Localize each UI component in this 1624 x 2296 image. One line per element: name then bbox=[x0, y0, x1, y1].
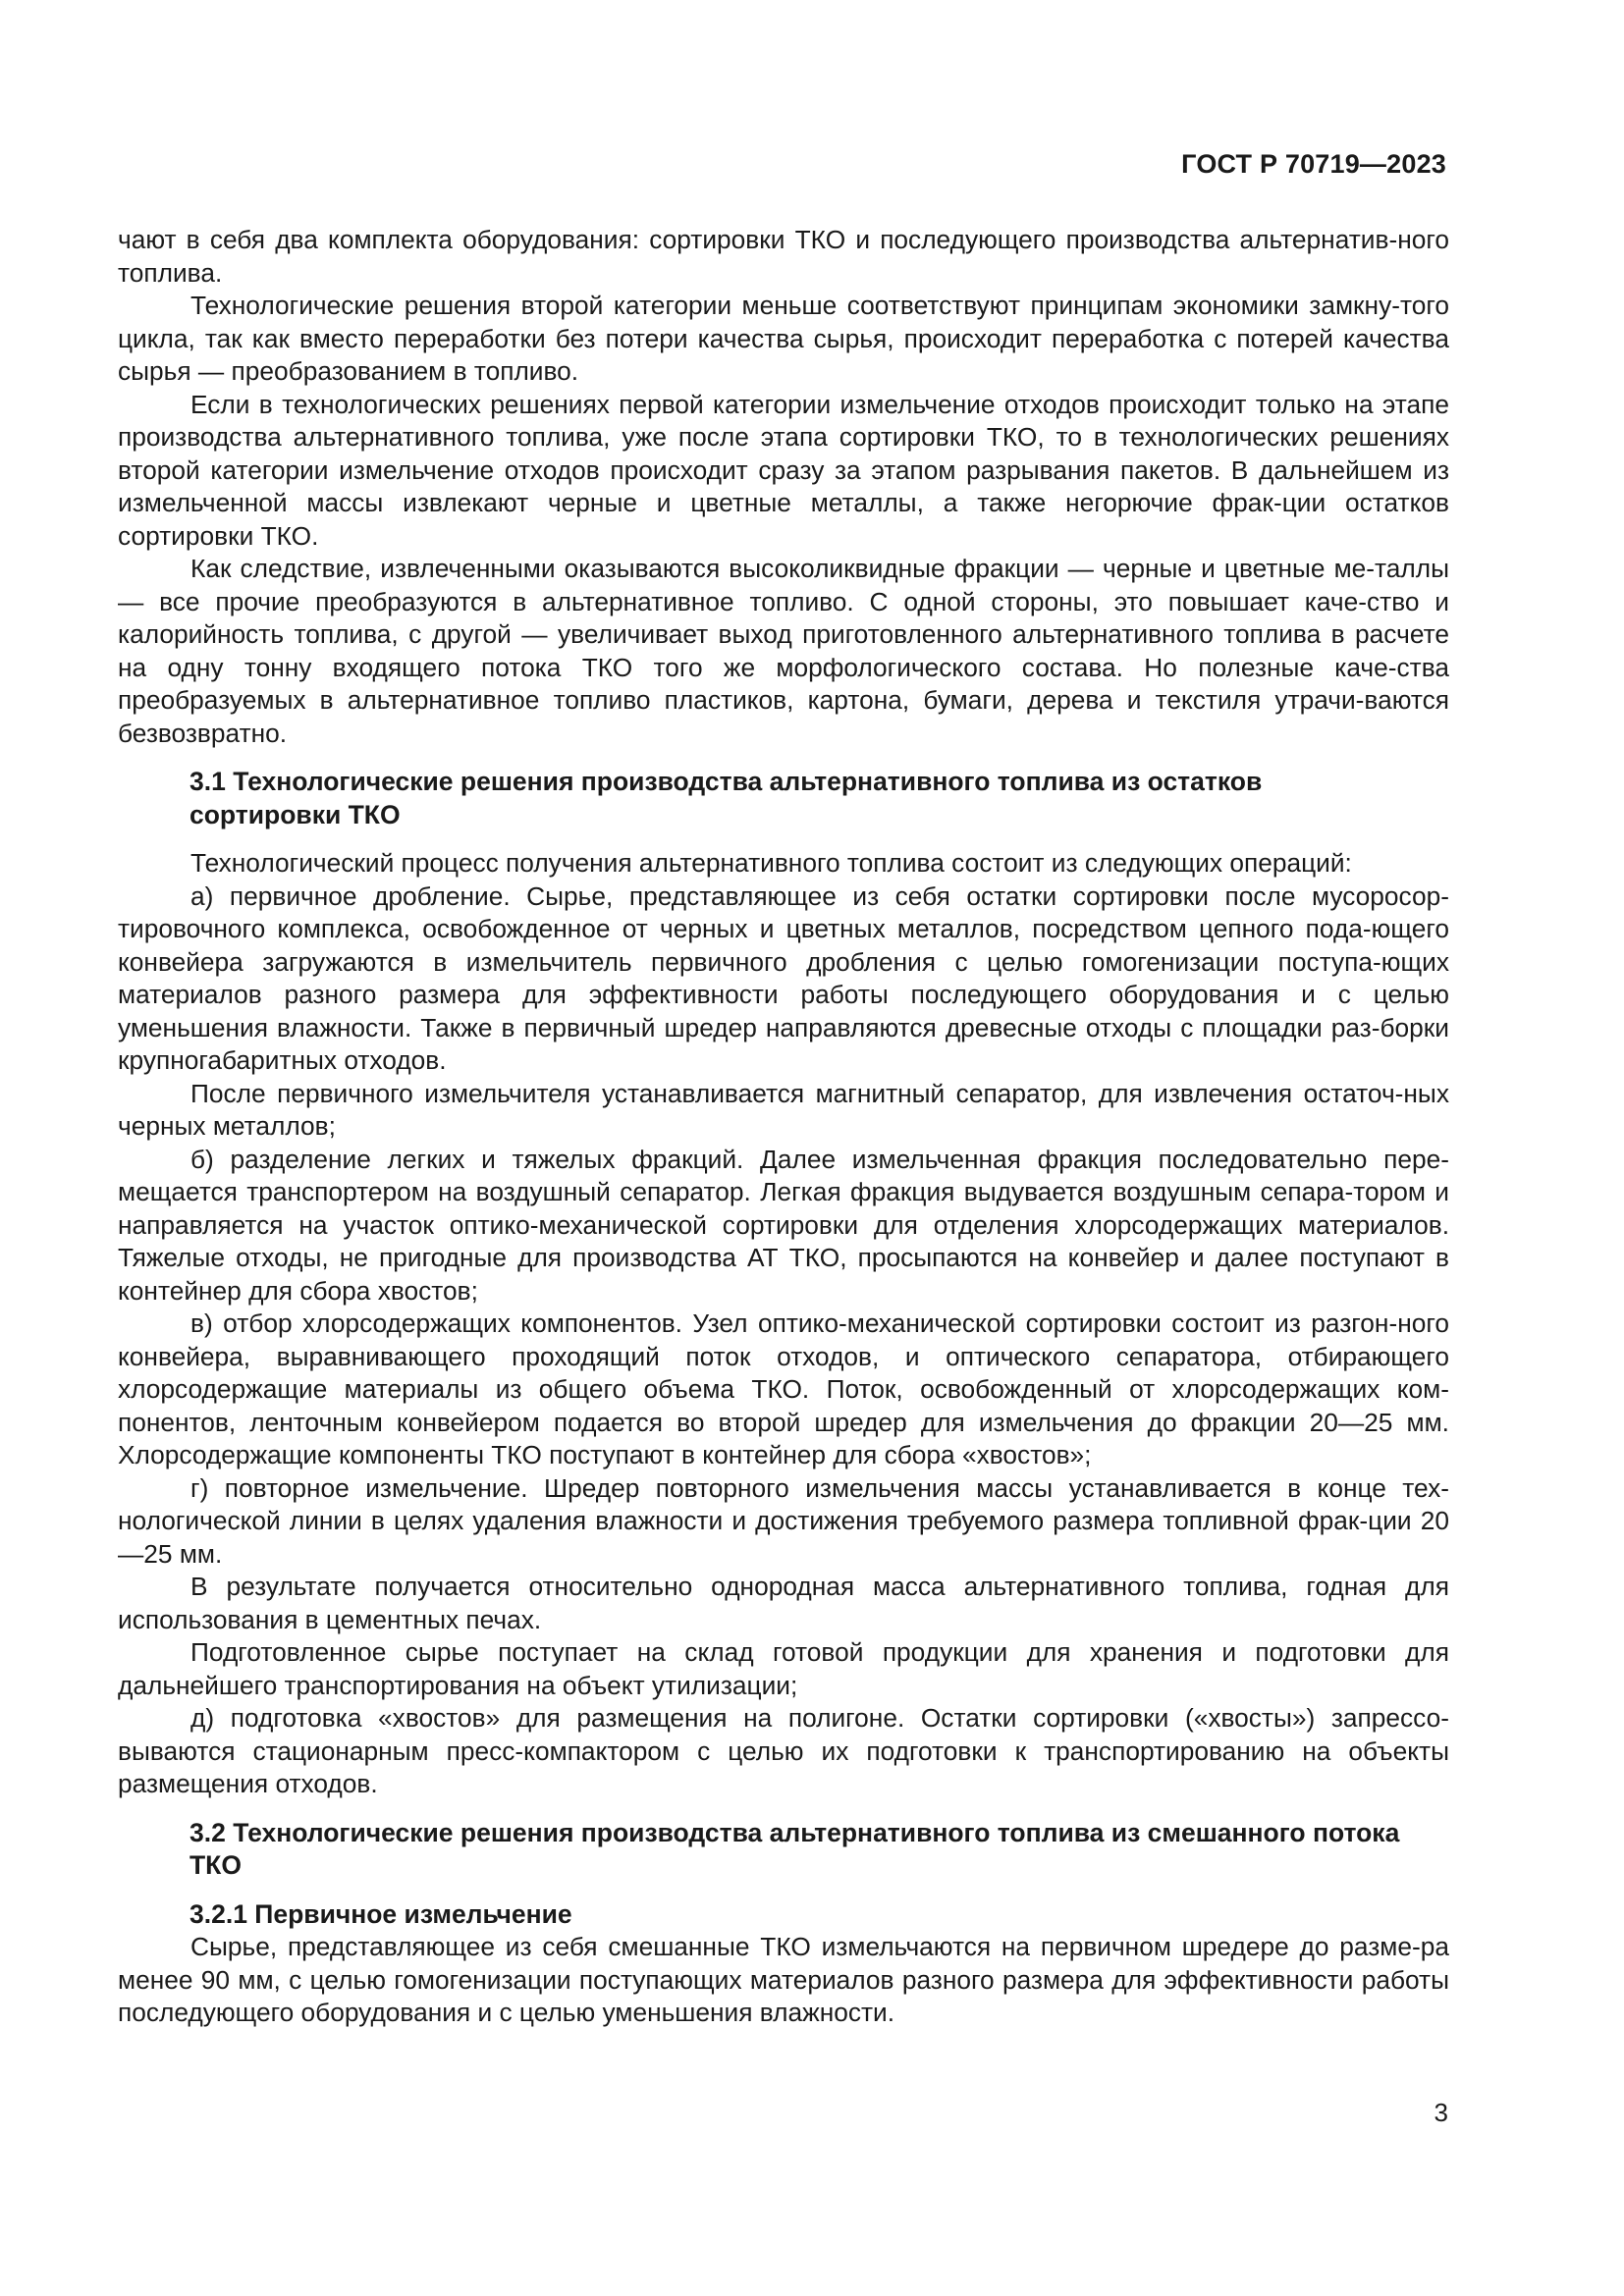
paragraph: После первичного измельчителя устанавливается магнитный сепаратор, для извлечения остаточ-ных черных металлов; bbox=[118, 1078, 1449, 1141]
paragraph: В результате получается относительно однородная масса альтернативного топлива, годная для использования в цементных печах. bbox=[118, 1572, 1449, 1634]
list-item-b: б) разделение легких и тяжелых фракций. Далее измельченная фракция последовательно пере-мещается транспортером на воздушный сепаратор. Легкая фракция выдувается воздушным сепара-тором и направляется на участок оптико-механической сортировки для отделения хлорсодержащих материалов. Тяжелые отходы, не пригодные для производства АТ ТКО, просыпаются на конвейер и далее поступают в контейнер для сбора хвостов; bbox=[118, 1144, 1449, 1306]
list-item-a: а) первичное дробление. Сырье, представляющее из себя остатки сортировки после мусоросор-тировочного комплекса, освобожденное от черных и цветных металлов, посредством цепного пода-ющего конвейера загружаются в измельчитель первичного дробления с целью гомогенизации поступа-ющих материалов разного размера для эффективности работы последующего оборудования и с целью уменьшения влажности. Также в первичный шредер направляются древесные отходы с площадки раз-борки крупногабаритных отходов. bbox=[118, 881, 1449, 1075]
paragraph: Технологические решения второй категории меньше соответствуют принципам экономики замкну-того цикла, так как вместо переработки без потери качества сырья, происходит переработка с потерей качества сырья — преобразованием в топливо. bbox=[118, 291, 1449, 386]
page-number: 3 bbox=[1434, 2098, 1448, 2127]
paragraph: чают в себя два комплекта оборудования: сортировки ТКО и последующего производства альтернатив-ного топлива. bbox=[118, 225, 1449, 288]
document-code-header: ГОСТ Р 70719—2023 bbox=[1181, 149, 1446, 179]
list-item-d: д) подготовка «хвостов» для размещения на полигоне. Остатки сортировки («хвосты») запрессо-вываются стационарным пресс-компактором с целью их подготовки к транспортированию на объекты размещения отходов. bbox=[118, 1703, 1449, 1798]
subsection-heading-3-2-1: 3.2.1 Первичное измельчение bbox=[189, 1898, 572, 1929]
section-heading-3-1: 3.1 Технологические решения производства альтернативного топлива из остатков сортировки ТКО bbox=[189, 767, 1263, 829]
list-item-v: в) отбор хлорсодержащих компонентов. Узел оптико-механической сортировки состоит из разгон-ного конвейера, выравнивающего проходящий поток отходов, и оптического сепаратора, отбирающего хлорсодержащие материалы из общего объема ТКО. Поток, освобожденный от хлорсодержащих ком-понентов, ленточным конвейером подается во второй шредер для измельчения до фракции 20—25 мм. Хлорсодержащие компоненты ТКО поступают в контейнер для сбора «хвостов»; bbox=[118, 1308, 1449, 1469]
paragraph: Подготовленное сырье поступает на склад готовой продукции для хранения и подготовки для дальнейшего транспортирования на объект утилизации; bbox=[118, 1637, 1449, 1700]
paragraph: Технологический процесс получения альтернативного топлива состоит из следующих операций: bbox=[190, 848, 1352, 878]
document-body bbox=[118, 224, 1449, 2030]
paragraph: Как следствие, извлеченными оказываются высоколиквидные фракции — черные и цветные ме-таллы — все прочие преобразуются в альтернативное топливо. С одной стороны, это повышает каче-ство и калорийность топлива, с другой — увеличивает выход приготовленного альтернативного топлива в расчете на одну тонну входящего потока ТКО того же морфологического состава. Но полезные каче-ства преобразуемых в альтернативное топливо пластиков, картона, бумаги, дерева и текстиля утрачи-ваются безвозвратно. bbox=[118, 554, 1449, 748]
list-item-g: г) повторное измельчение. Шредер повторного измельчения массы устанавливается в конце тех-нологической линии в целях удаления влажности и достижения требуемого размера топливной фрак-ции 20—25 мм. bbox=[118, 1472, 1449, 1569]
paragraph: Если в технологических решениях первой категории измельчение отходов происходит только на этапе производства альтернативного топлива, уже после этапа сортировки ТКО, то в технологических решениях второй категории измельчение отходов происходит сразу за этапом разрывания пакетов. В дальнейшем из измельченной массы извлекают черные и цветные металлы, а также негорючие фрак-ции остатков сортировки ТКО. bbox=[118, 389, 1449, 551]
paragraph: Сырье, представляющее из себя смешанные ТКО измельчаются на первичном шредере до разме-ра менее 90 мм, с целью гомогенизации поступающих материалов разного размера для эффективности работы последующего оборудования и с целью уменьшения влажности. bbox=[118, 1932, 1449, 2027]
section-heading-3-2: 3.2 Технологические решения производства альтернативного топлива из смешанного потока ТКО bbox=[189, 1817, 1400, 1880]
